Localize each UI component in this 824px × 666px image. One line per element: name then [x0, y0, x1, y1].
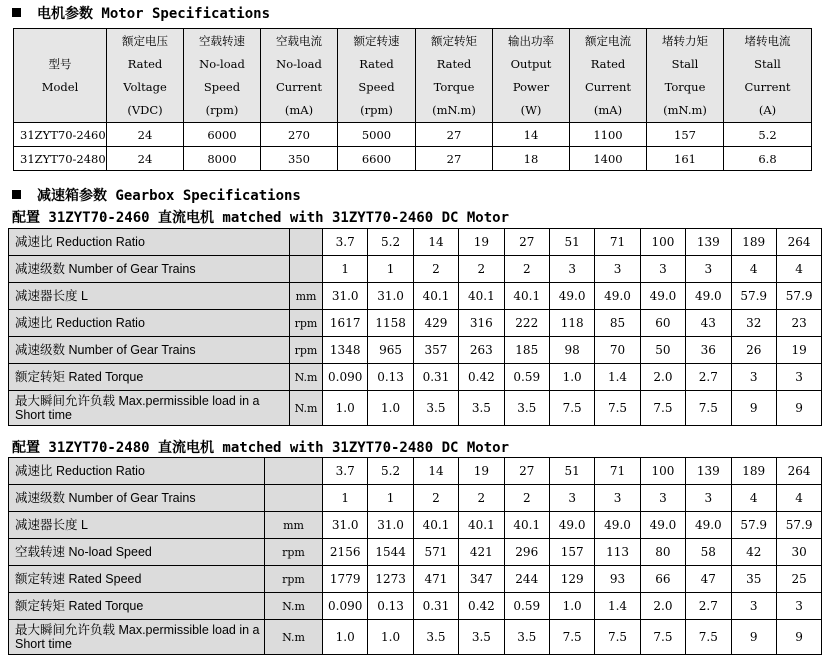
- gear-value-cell: 7.5: [640, 391, 685, 426]
- gear-row-label: 减速器长度 L: [9, 283, 290, 310]
- gear-row-label: 减速级数 Number of Gear Trains: [9, 337, 290, 364]
- header-line: Current: [744, 79, 791, 94]
- gear-value-cell: 57.9: [731, 512, 776, 539]
- motor-row: [14, 147, 812, 171]
- gear-value-cell: 57.9: [776, 512, 821, 539]
- gear-value-cell: 93: [595, 566, 640, 593]
- gear-row: [9, 485, 822, 512]
- spec-value-cell: 6.8: [724, 147, 812, 171]
- gear-value-cell: 185: [504, 337, 549, 364]
- gear-value-cell: 5.2: [368, 458, 413, 485]
- motor-spec-heading: [12, 3, 270, 23]
- gear-row-unit: rpm: [265, 566, 323, 593]
- gear-value-cell: 30: [776, 539, 821, 566]
- gear-value-cell: 49.0: [549, 283, 594, 310]
- gear-value-cell: 1.0: [549, 364, 594, 391]
- header-line: 堵转电流: [744, 33, 791, 48]
- gear-value-cell: 25: [776, 566, 821, 593]
- gear-value-cell: 263: [459, 337, 504, 364]
- gear-value-cell: 429: [413, 310, 458, 337]
- header-line: No-load: [276, 56, 322, 71]
- spec-value-cell: 161: [647, 147, 724, 171]
- gear-value-cell: 1.0: [368, 620, 413, 655]
- spec-value-cell: 24: [107, 123, 184, 147]
- header-line: 空载电流: [276, 33, 322, 48]
- spec-value-cell: 6600: [338, 147, 416, 171]
- gear-value-cell: 66: [640, 566, 685, 593]
- spec-value-cell: 5.2: [724, 123, 812, 147]
- spec-value-cell: 14: [493, 123, 570, 147]
- gear-value-cell: 31.0: [368, 512, 413, 539]
- gear-value-cell: 98: [549, 337, 594, 364]
- header-line: (mA): [593, 102, 623, 117]
- gear-value-cell: 0.31: [413, 364, 458, 391]
- motor-row: [14, 123, 812, 147]
- gear-value-cell: 19: [459, 458, 504, 485]
- gear-value-cell: 1348: [323, 337, 368, 364]
- gear-value-cell: 118: [549, 310, 594, 337]
- gear-value-cell: 23: [776, 310, 821, 337]
- gear-value-cell: 1.4: [595, 364, 640, 391]
- gear-value-cell: 0.090: [323, 593, 368, 620]
- gear-row-label: 空载转速 No-load Speed: [9, 539, 265, 566]
- header-line: Voltage: [123, 79, 167, 94]
- gear-value-cell: 7.5: [595, 391, 640, 426]
- gear-value-cell: 51: [549, 458, 594, 485]
- gear-row-unit: mm: [290, 283, 323, 310]
- gear-value-cell: 4: [776, 256, 821, 283]
- gear-value-cell: 3: [549, 256, 594, 283]
- gear-value-cell: 471: [413, 566, 458, 593]
- header-line: Rated: [359, 56, 394, 71]
- spec-value-cell: 8000: [184, 147, 261, 171]
- spec-value-cell: 1100: [570, 123, 647, 147]
- gear-value-cell: 3.5: [504, 391, 549, 426]
- gear-value-cell: 2.0: [640, 593, 685, 620]
- gear-row-unit: rpm: [265, 539, 323, 566]
- header-line: 额定电流: [585, 33, 631, 48]
- motor-spec-table: [13, 28, 812, 171]
- gear-value-cell: 40.1: [459, 512, 504, 539]
- header-line: 额定电压: [122, 33, 168, 48]
- gear-value-cell: 100: [640, 229, 685, 256]
- gear-value-cell: 1544: [368, 539, 413, 566]
- gear-value-cell: 1: [323, 256, 368, 283]
- gear-value-cell: 189: [731, 229, 776, 256]
- gear-value-cell: 1: [323, 485, 368, 512]
- spec-value-cell: 350: [261, 147, 338, 171]
- model-cell: 31ZYT70-2460: [14, 123, 107, 147]
- gear-value-cell: 4: [731, 485, 776, 512]
- spec-value-cell: 270: [261, 123, 338, 147]
- motor-header-row: [14, 29, 812, 123]
- header-line: Stall: [754, 56, 781, 71]
- gear-value-cell: 1.0: [323, 620, 368, 655]
- gear-row: [9, 593, 822, 620]
- gear-value-cell: 9: [731, 620, 776, 655]
- gear-value-cell: 31.0: [368, 283, 413, 310]
- gear-row-unit: rpm: [290, 310, 323, 337]
- gear-row-label: 额定转速 Rated Speed: [9, 566, 265, 593]
- header-line: 额定转矩: [431, 33, 477, 48]
- gear-value-cell: 14: [413, 229, 458, 256]
- motor-header-cell: [261, 29, 338, 123]
- gear-row: [9, 310, 822, 337]
- gear-value-cell: 316: [459, 310, 504, 337]
- gear-value-cell: 7.5: [640, 620, 685, 655]
- spec-value-cell: 6000: [184, 123, 261, 147]
- gear-value-cell: 51: [549, 229, 594, 256]
- gearbox-spec-title: 减速箱参数 Gearbox Specifications: [37, 188, 301, 204]
- gear-row: [9, 283, 822, 310]
- gear-value-cell: 9: [731, 391, 776, 426]
- gear-value-cell: 27: [504, 229, 549, 256]
- gear-value-cell: 40.1: [413, 283, 458, 310]
- header-line: 额定转速: [353, 33, 400, 48]
- gear-row-label: 额定转矩 Rated Torque: [9, 364, 290, 391]
- gear-value-cell: 347: [459, 566, 504, 593]
- gear-value-cell: 3.5: [413, 391, 458, 426]
- spec-value-cell: 27: [416, 147, 493, 171]
- motor-header-cell: [647, 29, 724, 123]
- gear-value-cell: 3.5: [459, 391, 504, 426]
- gear-value-cell: 571: [413, 539, 458, 566]
- gear-value-cell: 40.1: [504, 512, 549, 539]
- header-line: (A): [758, 102, 777, 117]
- spec-value-cell: 24: [107, 147, 184, 171]
- header-line: (VDC): [127, 102, 163, 117]
- gear-value-cell: 42: [731, 539, 776, 566]
- gear-row-unit: N.m: [265, 620, 323, 655]
- gear-value-cell: 0.31: [413, 593, 458, 620]
- gear-value-cell: 71: [595, 229, 640, 256]
- gear-value-cell: 57.9: [731, 283, 776, 310]
- spec-value-cell: 157: [647, 123, 724, 147]
- motor-header-cell: [338, 29, 416, 123]
- gear-value-cell: 1: [368, 256, 413, 283]
- gear-value-cell: 7.5: [549, 391, 594, 426]
- gear-value-cell: 9: [776, 620, 821, 655]
- header-line: (mN.m): [432, 102, 476, 117]
- gear-row: [9, 337, 822, 364]
- gear-row-label: 最大瞬间允许负载 Max.permissible load in a Short time: [9, 620, 265, 655]
- gear-row: [9, 620, 822, 655]
- gear-value-cell: 1273: [368, 566, 413, 593]
- gear-row-unit: N.m: [290, 391, 323, 426]
- gear-value-cell: 1617: [323, 310, 368, 337]
- header-line: Rated: [127, 56, 163, 71]
- header-line: Current: [584, 79, 632, 94]
- gear-value-cell: 2.7: [686, 593, 731, 620]
- header-line: Speed: [358, 79, 395, 94]
- gear-value-cell: 3: [686, 256, 731, 283]
- gear-value-cell: 1.0: [549, 593, 594, 620]
- gear-value-cell: 2.7: [686, 364, 731, 391]
- gear-value-cell: 139: [686, 458, 731, 485]
- gear-value-cell: 113: [595, 539, 640, 566]
- motor-header-cell: [184, 29, 261, 123]
- gear-value-cell: 157: [549, 539, 594, 566]
- gear-value-cell: 80: [640, 539, 685, 566]
- motor-header-cell: [493, 29, 570, 123]
- gear-value-cell: 71: [595, 458, 640, 485]
- gear-value-cell: 3: [776, 364, 821, 391]
- gear-value-cell: 31.0: [323, 512, 368, 539]
- gear-value-cell: 9: [776, 391, 821, 426]
- header-line: Rated: [590, 56, 626, 71]
- motor-header-cell: [724, 29, 812, 123]
- gear-value-cell: 2: [413, 485, 458, 512]
- header-line: Current: [275, 79, 323, 94]
- gear-value-cell: 49.0: [686, 283, 731, 310]
- gear-value-cell: 5.2: [368, 229, 413, 256]
- gear-value-cell: 222: [504, 310, 549, 337]
- gear-value-cell: 244: [504, 566, 549, 593]
- header-line: Torque: [664, 79, 706, 94]
- gear-value-cell: 49.0: [640, 283, 685, 310]
- spec-value-cell: 5000: [338, 123, 416, 147]
- gear-value-cell: 0.090: [323, 364, 368, 391]
- gear-row-unit: mm: [265, 512, 323, 539]
- gear-row: [9, 512, 822, 539]
- gear-value-cell: 2: [413, 256, 458, 283]
- gear-row-label: 减速比 Reduction Ratio: [9, 458, 265, 485]
- gearbox-spec-heading: [12, 185, 301, 205]
- gear-value-cell: 49.0: [595, 512, 640, 539]
- gear-value-cell: 2: [504, 485, 549, 512]
- gear-value-cell: 40.1: [504, 283, 549, 310]
- header-line: Speed: [203, 79, 241, 94]
- gear-value-cell: 264: [776, 458, 821, 485]
- gear-value-cell: 85: [595, 310, 640, 337]
- gear-row: [9, 364, 822, 391]
- gear-value-cell: 2: [504, 256, 549, 283]
- gear-value-cell: 1158: [368, 310, 413, 337]
- gear-row: [9, 458, 822, 485]
- header-line: 输出功率: [508, 33, 554, 48]
- gear-value-cell: 49.0: [595, 283, 640, 310]
- gear-row-label: 减速器长度 L: [9, 512, 265, 539]
- gear-value-cell: 2156: [323, 539, 368, 566]
- gear-value-cell: 26: [731, 337, 776, 364]
- gear-value-cell: 3.5: [459, 620, 504, 655]
- gear-value-cell: 50: [640, 337, 685, 364]
- gearbox-table-2480: [8, 457, 822, 655]
- gear-value-cell: 49.0: [549, 512, 594, 539]
- gear-value-cell: 357: [413, 337, 458, 364]
- gear-value-cell: 57.9: [776, 283, 821, 310]
- gear-value-cell: 40.1: [459, 283, 504, 310]
- gear-value-cell: 4: [731, 256, 776, 283]
- gear-value-cell: 1: [368, 485, 413, 512]
- gearbox-table-2460: [8, 228, 822, 426]
- spec-value-cell: 18: [493, 147, 570, 171]
- gear-value-cell: 189: [731, 458, 776, 485]
- gear-value-cell: 7.5: [549, 620, 594, 655]
- motor-spec-title: 电机参数 Motor Specifications: [37, 6, 271, 22]
- gear-value-cell: 421: [459, 539, 504, 566]
- gear-value-cell: 47: [686, 566, 731, 593]
- motor-header-cell: [14, 29, 107, 123]
- gear-value-cell: 965: [368, 337, 413, 364]
- gear-value-cell: 0.42: [459, 364, 504, 391]
- gear-value-cell: 7.5: [595, 620, 640, 655]
- gear-value-cell: 3: [595, 485, 640, 512]
- gear-row-unit: N.m: [265, 593, 323, 620]
- gear-row-label: 减速级数 Number of Gear Trains: [9, 256, 290, 283]
- gear-value-cell: 7.5: [686, 620, 731, 655]
- header-line: Stall: [671, 56, 699, 71]
- gear-value-cell: 129: [549, 566, 594, 593]
- gear-value-cell: 60: [640, 310, 685, 337]
- gear-value-cell: 0.13: [368, 593, 413, 620]
- gear-value-cell: 14: [413, 458, 458, 485]
- gear-value-cell: 3: [686, 485, 731, 512]
- gear-value-cell: 0.42: [459, 593, 504, 620]
- header-line: 空载转速: [199, 33, 245, 48]
- gear-value-cell: 3: [549, 485, 594, 512]
- gear-value-cell: 2.0: [640, 364, 685, 391]
- gear-value-cell: 1.0: [323, 391, 368, 426]
- gear-row-label: 减速比 Reduction Ratio: [9, 229, 290, 256]
- gear-value-cell: 296: [504, 539, 549, 566]
- spec-value-cell: 1400: [570, 147, 647, 171]
- gear-row: [9, 391, 822, 426]
- gear-value-cell: 0.59: [504, 364, 549, 391]
- gear-row-unit: [265, 458, 323, 485]
- gear-value-cell: 139: [686, 229, 731, 256]
- gear-value-cell: 3: [595, 256, 640, 283]
- gear-value-cell: 36: [686, 337, 731, 364]
- header-line: Power: [512, 79, 550, 94]
- header-line: Output: [510, 56, 552, 71]
- gear-row-label: 减速级数 Number of Gear Trains: [9, 485, 265, 512]
- gear-value-cell: 100: [640, 458, 685, 485]
- gear-value-cell: 35: [731, 566, 776, 593]
- gear-value-cell: 32: [731, 310, 776, 337]
- spec-value-cell: 27: [416, 123, 493, 147]
- gear-row-label: 减速比 Reduction Ratio: [9, 310, 290, 337]
- gear-value-cell: 0.59: [504, 593, 549, 620]
- gear-table-2-subtitle: 配置 31ZYT70-2480 直流电机 matched with 31ZYT70-2480 DC Motor: [12, 440, 510, 456]
- gear-value-cell: 70: [595, 337, 640, 364]
- gear-value-cell: 3: [640, 256, 685, 283]
- gear-value-cell: 0.13: [368, 364, 413, 391]
- gear-value-cell: 3: [776, 593, 821, 620]
- gear-value-cell: 2: [459, 256, 504, 283]
- gear-value-cell: 4: [776, 485, 821, 512]
- header-line: Torque: [433, 79, 475, 94]
- gear-row: [9, 229, 822, 256]
- gear-value-cell: 3.5: [413, 620, 458, 655]
- bullet-square-icon: [12, 190, 21, 199]
- gear-value-cell: 3: [640, 485, 685, 512]
- gear-value-cell: 264: [776, 229, 821, 256]
- gear-value-cell: 19: [459, 229, 504, 256]
- gear-value-cell: 1.0: [368, 391, 413, 426]
- header-line: 堵转力矩: [662, 33, 708, 48]
- gear-row-label: 最大瞬间允许负载 Max.permissible load in a Short time: [9, 391, 290, 426]
- gear-row: [9, 539, 822, 566]
- header-line: (W): [520, 102, 542, 117]
- gear-value-cell: 3: [731, 364, 776, 391]
- gear-row-unit: [290, 229, 323, 256]
- gear-value-cell: 3.5: [504, 620, 549, 655]
- model-cell: 31ZYT70-2480: [14, 147, 107, 171]
- gear-value-cell: 3.7: [323, 458, 368, 485]
- gear-row-unit: [265, 485, 323, 512]
- header-line: (mA): [284, 102, 314, 117]
- gear-row-unit: N.m: [290, 364, 323, 391]
- gear-value-cell: 1.4: [595, 593, 640, 620]
- gear-value-cell: 1779: [323, 566, 368, 593]
- header-line: Model: [41, 79, 79, 94]
- gear-value-cell: 40.1: [413, 512, 458, 539]
- header-line: (rpm): [205, 102, 239, 117]
- gear-value-cell: 3.7: [323, 229, 368, 256]
- gear-value-cell: 27: [504, 458, 549, 485]
- gear-value-cell: 3: [731, 593, 776, 620]
- gear-row-unit: [290, 256, 323, 283]
- motor-header-cell: [416, 29, 493, 123]
- gear-value-cell: 31.0: [323, 283, 368, 310]
- gear-value-cell: 2: [459, 485, 504, 512]
- gear-row-label: 额定转矩 Rated Torque: [9, 593, 265, 620]
- gear-value-cell: 58: [686, 539, 731, 566]
- motor-header-cell: [107, 29, 184, 123]
- header-line: 型号: [48, 56, 72, 71]
- gear-value-cell: 49.0: [686, 512, 731, 539]
- motor-header-cell: [570, 29, 647, 123]
- header-line: No-load: [199, 56, 245, 71]
- header-line: (rpm): [360, 102, 393, 117]
- gear-row-unit: rpm: [290, 337, 323, 364]
- header-line: Rated: [436, 56, 472, 71]
- header-line: (mN.m): [663, 102, 707, 117]
- gear-value-cell: 49.0: [640, 512, 685, 539]
- gear-value-cell: 19: [776, 337, 821, 364]
- gear-value-cell: 43: [686, 310, 731, 337]
- gear-table-1-subtitle: 配置 31ZYT70-2460 直流电机 matched with 31ZYT70-2460 DC Motor: [12, 210, 510, 226]
- gear-row: [9, 256, 822, 283]
- gear-row: [9, 566, 822, 593]
- bullet-square-icon: [12, 8, 21, 17]
- gear-value-cell: 7.5: [686, 391, 731, 426]
